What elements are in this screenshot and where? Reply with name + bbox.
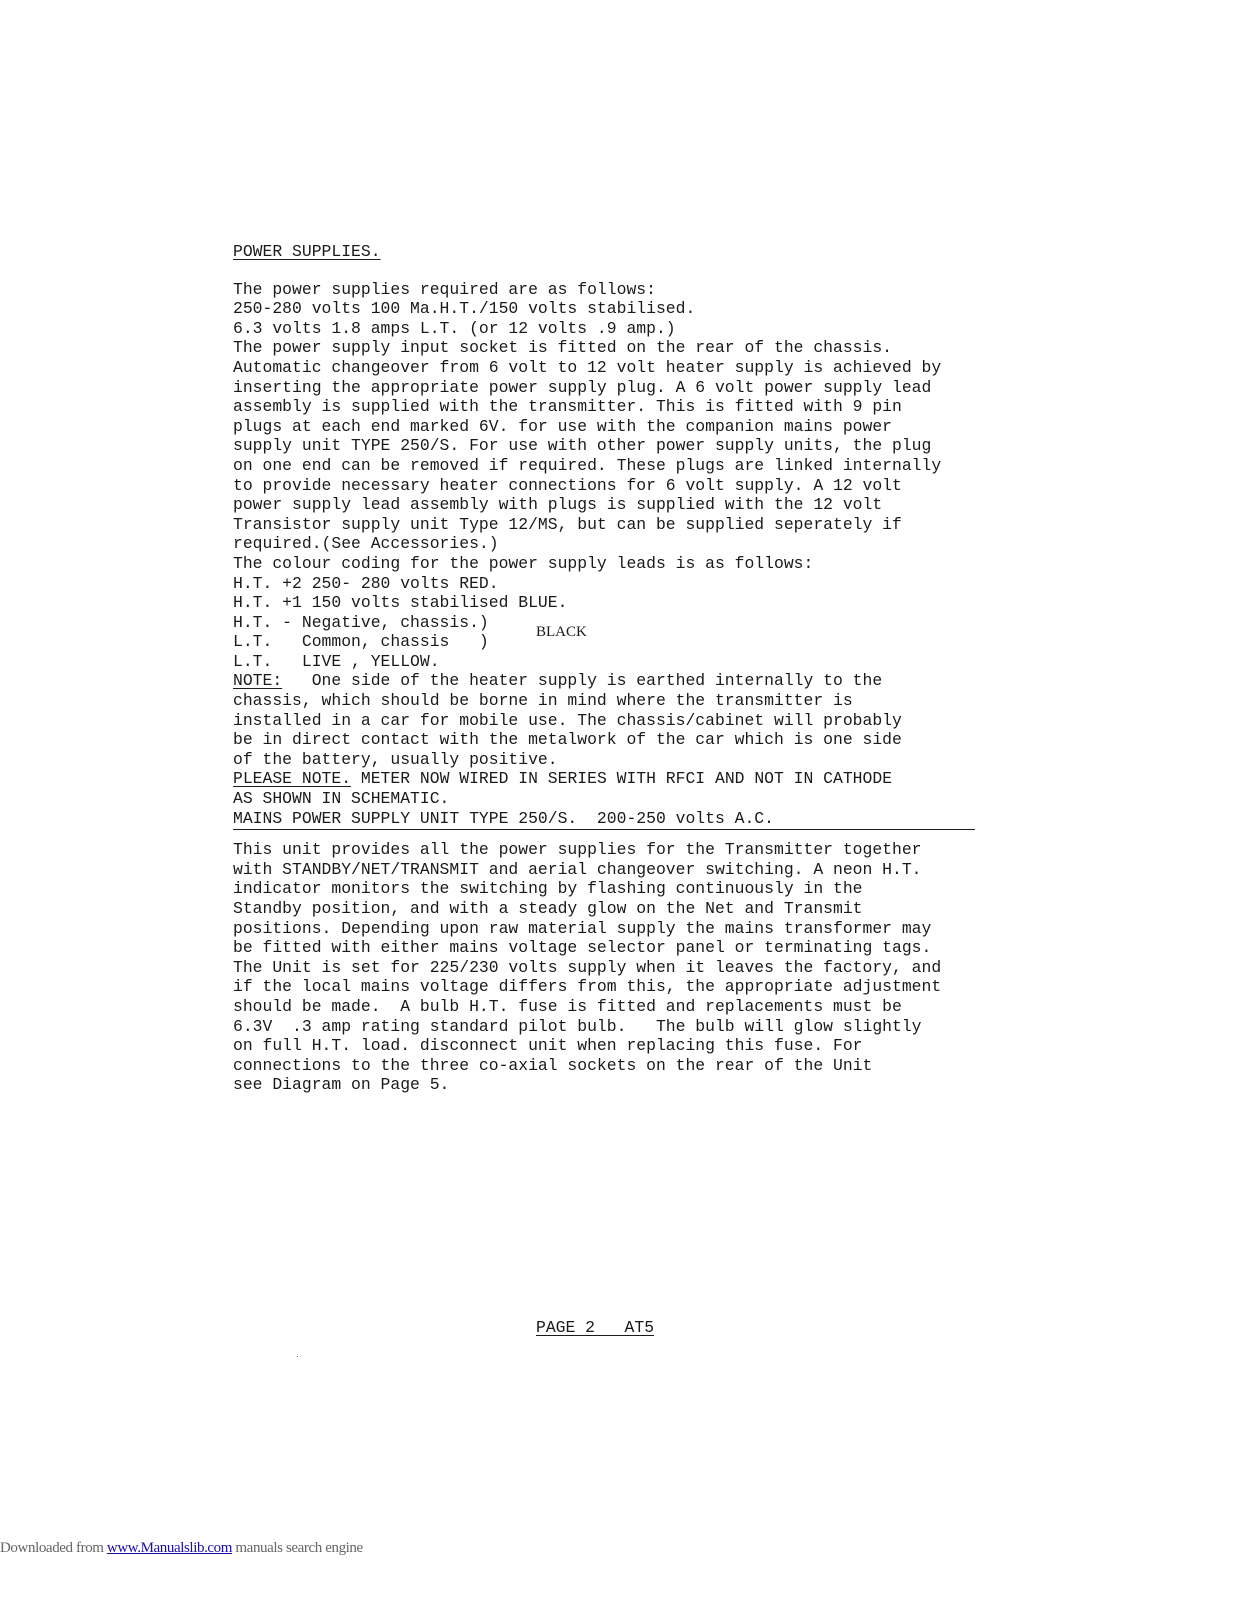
- text-line: be in direct contact with the metalwork of the car which is one side: [233, 730, 902, 750]
- scan-speck: [297, 1356, 298, 1357]
- black-lead-group: [233, 613, 1023, 652]
- text-line: to provide necessary heater connections for 6 volt supply. A 12 volt: [233, 475, 902, 495]
- text-line: positions. Depending upon raw material supply the mains transformer may: [233, 918, 932, 938]
- download-credit: [0, 1540, 363, 1562]
- please-note-label: PLEASE NOTE.: [233, 769, 352, 789]
- document-body: [233, 242, 1023, 1095]
- text-line: indicator monitors the switching by flashing continuously in the: [233, 879, 863, 899]
- credit-suffix: manuals search engine: [232, 1540, 363, 1556]
- text-line: Standby position, and with a steady glow on the Net and Transmit: [233, 899, 863, 918]
- text-line: if the local mains voltage differs from this, the appropriate adjustment: [233, 977, 942, 997]
- text-line: assembly is supplied with the transmitter. This is fitted with 9 pin: [233, 397, 902, 417]
- text-line: H.T. +1 150 volts stabilised BLUE.: [233, 593, 568, 613]
- section-heading-power-supplies: POWER SUPPLIES.: [233, 242, 381, 261]
- intro-paragraph: [233, 280, 1023, 613]
- text-line: The Unit is set for 225/230 volts supply when it leaves the factory, and: [233, 957, 942, 977]
- text-line: installed in a car for mobile use. The chassis/cabinet will probably: [233, 710, 902, 730]
- text-line: on full H.T. load. disconnect unit when replacing this fuse. For: [233, 1036, 863, 1056]
- text-line: chassis, which should be borne in mind where the transmitter is: [233, 691, 853, 711]
- note-first-line: [233, 671, 1023, 691]
- text-line: H.T. +2 250- 280 volts RED.: [233, 573, 499, 593]
- text-line: with STANDBY/NET/TRANSMIT and aerial changeover switching. A neon H.T.: [233, 859, 922, 879]
- black-label: BLACK: [536, 623, 587, 640]
- please-note-line-2: AS SHOWN IN SCHEMATIC.: [233, 789, 450, 809]
- note-first-text: One side of the heater supply is earthed internally to the: [282, 671, 883, 691]
- text-line: be fitted with either mains voltage selector panel or terminating tags.: [233, 938, 932, 958]
- text-line: 6.3 volts 1.8 amps L.T. (or 12 volts .9 amp.): [233, 318, 676, 338]
- text-line: of the battery, usually positive.: [233, 749, 558, 769]
- black-line-2: L.T. Common, chassis ): [233, 632, 489, 652]
- live-yellow-line: L.T. LIVE , YELLOW.: [233, 651, 440, 671]
- note-paragraph: [233, 691, 1023, 769]
- black-line-1: H.T. - Negative, chassis.): [233, 612, 489, 632]
- text-line: The power supply input socket is fitted on the rear of the chassis.: [233, 338, 893, 358]
- section-heading-mains-power: MAINS POWER SUPPLY UNIT TYPE 250/S. 200-250 volts A.C.: [233, 809, 975, 831]
- text-line: Transistor supply unit Type 12/MS, but can be supplied seperately if: [233, 514, 902, 534]
- text-line: plugs at each end marked 6V. for use with the companion mains power: [233, 416, 893, 436]
- page-number-label: PAGE 2 AT5: [536, 1318, 655, 1337]
- text-line: required.(See Accessories.): [233, 534, 499, 554]
- please-note-line: [233, 769, 1023, 789]
- text-line: supply unit TYPE 250/S. For use with other power supply units, the plug: [233, 436, 932, 456]
- manualslib-link[interactable]: www.Manualslib.com: [106, 1540, 233, 1556]
- text-line: Automatic changeover from 6 volt to 12 volt heater supply is achieved by: [233, 357, 942, 377]
- text-line: 6.3V .3 amp rating standard pilot bulb. The bulb will glow slightly: [233, 1016, 922, 1036]
- credit-prefix: Downloaded from: [0, 1540, 107, 1556]
- please-note-text: METER NOW WIRED IN SERIES WITH RFCI AND NOT IN CATHODE: [351, 769, 893, 789]
- text-line: 250-280 volts 100 Ma.H.T./150 volts stabilised.: [233, 299, 696, 319]
- text-line: power supply lead assembly with plugs is supplied with the 12 volt: [233, 495, 883, 515]
- text-line: This unit provides all the power supplies for the Transmitter together: [233, 840, 922, 860]
- text-line: connections to the three co-axial sockets on the rear of the Unit: [233, 1055, 873, 1075]
- text-line: should be made. A bulb H.T. fuse is fitted and replacements must be: [233, 996, 902, 1016]
- mains-paragraph: [233, 840, 1023, 1095]
- text-line: inserting the appropriate power supply plug. A 6 volt power supply lead: [233, 377, 932, 397]
- text-line: on one end can be removed if required. These plugs are linked internally: [233, 455, 942, 475]
- note-label: NOTE:: [233, 671, 283, 691]
- text-line: The colour coding for the power supply leads is as follows:: [233, 553, 814, 573]
- text-line: The power supplies required are as follows:: [233, 279, 656, 299]
- text-line: see Diagram on Page 5.: [233, 1075, 450, 1095]
